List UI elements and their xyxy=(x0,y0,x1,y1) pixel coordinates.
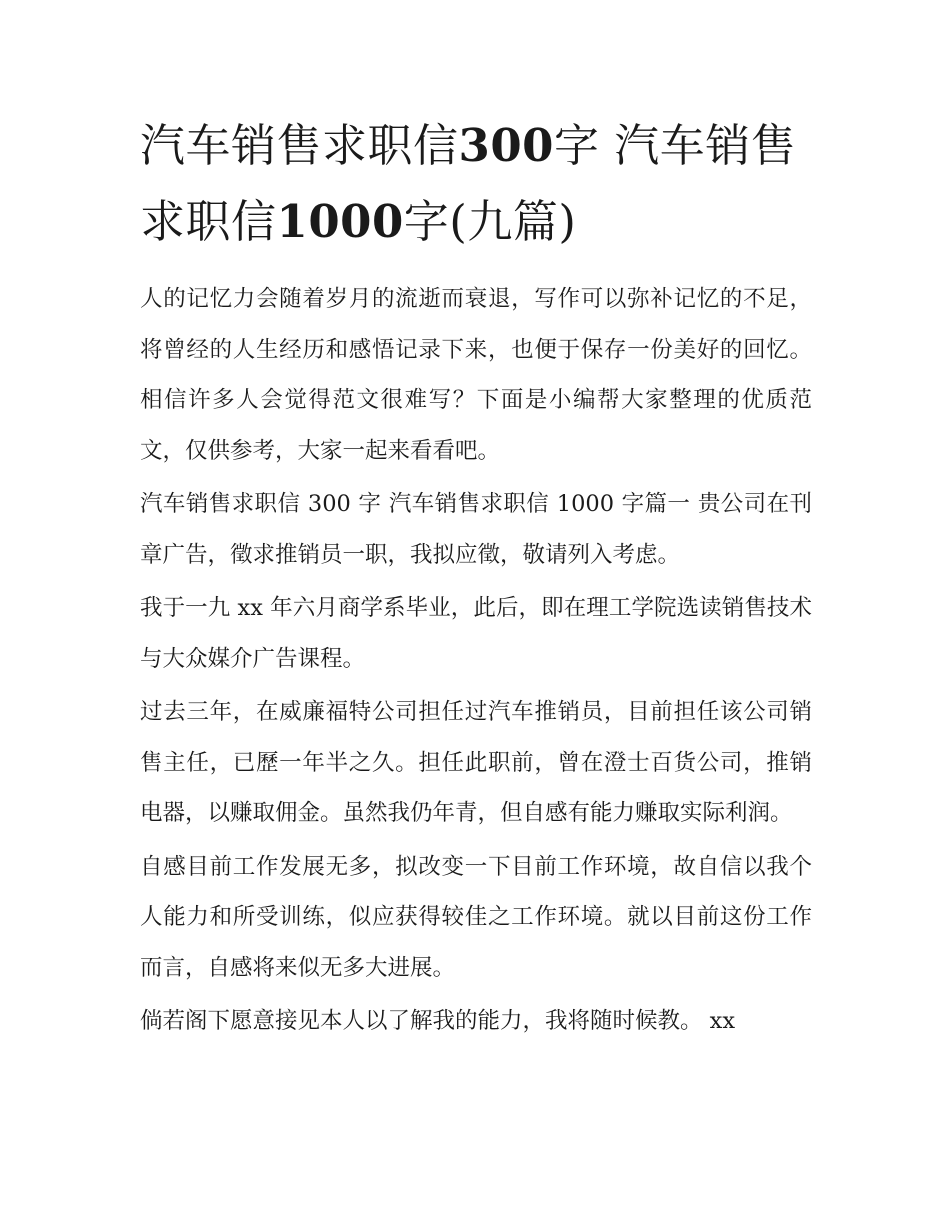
title-text-1: 汽车销售求职信 xyxy=(140,119,459,172)
experience-paragraph: 过去三年，在威廉福特公司担任过汽车推销员，目前担任该公司销售主任，已歷一年半之久。担任此职前，曾在澄士百货公司，推销电器，以赚取佣金。虽然我仍年青，但自感有能力赚取实际利润。 xyxy=(140,699,812,826)
motivation-paragraph: 自感目前工作发展无多，拟改变一下目前工作环境，故自信以我个人能力和所受训练，似应获得较佳之工作环境。就以目前这份工作而言，自感将来似无多大进展。 xyxy=(140,853,812,981)
title-number-1: 300 xyxy=(458,119,554,172)
title-text-3: 字(九篇) xyxy=(403,195,577,248)
intro-paragraph: 人的记忆力会随着岁月的流逝而衰退，写作可以弥补记忆的不足，将曾经的人生经历和感悟记录下来，也便于保存一份美好的回忆。相信许多人会觉得范文很难写？下面是小编帮大家整理的优质范文，仅供参考，大家一起来看看吧。 xyxy=(140,286,812,464)
title-text-2: 字 汽车销售求职信 xyxy=(140,119,797,248)
education-paragraph: 我于一九 xx 年六月商学系毕业，此后，即在理工学院选读销售技术与大众媒介广告课程。 xyxy=(140,595,812,672)
document-body xyxy=(140,108,812,1050)
document-title xyxy=(140,108,812,260)
title-number-2: 1000 xyxy=(276,195,404,248)
letter-opening-paragraph: 汽车销售求职信 300 字 汽车销售求职信 1000 字篇一 贵公司在刊章广告，徵求推销员一职，我拟应徵，敬请列入考虑。 xyxy=(140,491,812,568)
closing-paragraph: 倘若阁下愿意接见本人以了解我的能力，我将随时候教。 xx xyxy=(140,1008,736,1034)
